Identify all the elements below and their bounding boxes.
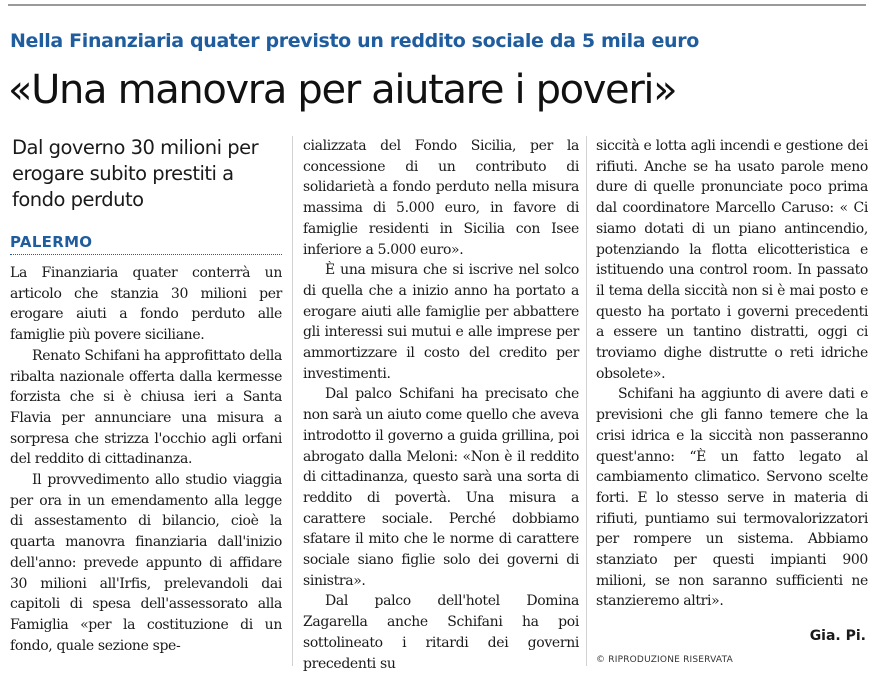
top-rule [8,4,866,6]
column-3 [596,136,868,612]
column-2 [303,136,579,674]
column-1 [10,263,282,656]
paragraph: Il provvedimento allo studio viaggia per ora in un emendamento alla legge di assestamento di bilancio, cioè la quarta manovra finanziaria dall'inizio dell'anno: prevede appunto di affidare 30 milioni all'Irfis, prelevandoli dai capitoli di spesa dell'assessorato alla Famiglia «per la costituzione di un fondo, quale sezione spe- [10,472,282,654]
kicker: Nella Finanziaria quater previsto un reddito sociale da 5 mila euro [10,30,699,52]
paragraph: cializzata del Fondo Sicilia, per la concessione di un contributo di solidarietà a fondo perduto nella misura massima di 5.000 euro, in favore di famiglie residenti in Sicilia con Isee inferiore a 5.000 euro». [303,138,579,258]
column-divider [586,136,587,666]
dateline: PALERMO [10,233,93,251]
paragraph: Dal palco Schifani ha precisato che non sarà un aiuto come quello che aveva introdotto il governo a guida grillina, poi abrogato dalla Meloni: «Non è il reddito di cittadinanza, questo sarà una sorta di reddito di povertà. Una misura a carattere sociale. Perché dobbiamo sfatare il mito che le norme di carattere sociale siano figlie solo dei governi di sinistra». [303,386,579,589]
paragraph: Schifani ha aggiunto di avere dati e previsioni che gli fanno temere che la crisi idrica e la siccità non passeranno quest'anno: “È un fatto legato al cambiamento climatico. Servono scelte forti. E lo stesso serve in materia di rifiuti, puntiamo sui termovalorizzatori per rompere un sistema. Abbiamo stanziato per questi impianti 900 milioni, se non saranno sufficienti ne stanzieremo altri». [596,386,868,610]
summary: Dal governo 30 milioni per erogare subito prestiti a fondo perduto [12,136,259,211]
copyright-notice: © RIPRODUZIONE RISERVATA [596,655,733,665]
paragraph: È una misura che si iscrive nel solco di quella che a inizio anno ha portato a erogare aiuti alle famiglie per abbattere gli interessi sui mutui e alle imprese per ammortizzare il costo del credito per investimenti. [303,262,579,382]
headline: «Una manovra per aiutare i poveri» [8,67,677,113]
paragraph: Renato Schifani ha approfittato della ribalta nazionale offerta dalla kermesse forzista che si è chiusa ieri a Santa Flavia per annunciare una misura a sorpresa che strizza l'occhio agli orfani del reddito di cittadinanza. [10,347,282,468]
dateline-rule [10,254,282,255]
column-divider [292,136,293,666]
author-signature: Gia. Pi. [809,628,866,644]
paragraph: La Finanziaria quater conterrà un articolo che stanzia 30 milioni per erogare aiuti a fondo perduto alle famiglie più povere siciliane. [10,265,282,344]
paragraph: siccità e lotta agli incendi e gestione dei rifiuti. Anche se ha usato parole meno dure di quelle pronunciate poco prima dal coordinatore Marcello Caruso: « Ci siamo dotati di un piano antincendio, potenziando la flotta elicotteristica e istituendo una control room. In passato il tema della siccità non si è mai posto e questo ha portato i governi precedenti a essere un tantino distratti, oggi ci troviamo dighe distrutte o reti idriche obsolete». [596,138,868,382]
paragraph: Dal palco dell'hotel Domina Zagarella anche Schifani ha poi sottolineato i ritardi dei governi precedenti su [303,593,579,672]
